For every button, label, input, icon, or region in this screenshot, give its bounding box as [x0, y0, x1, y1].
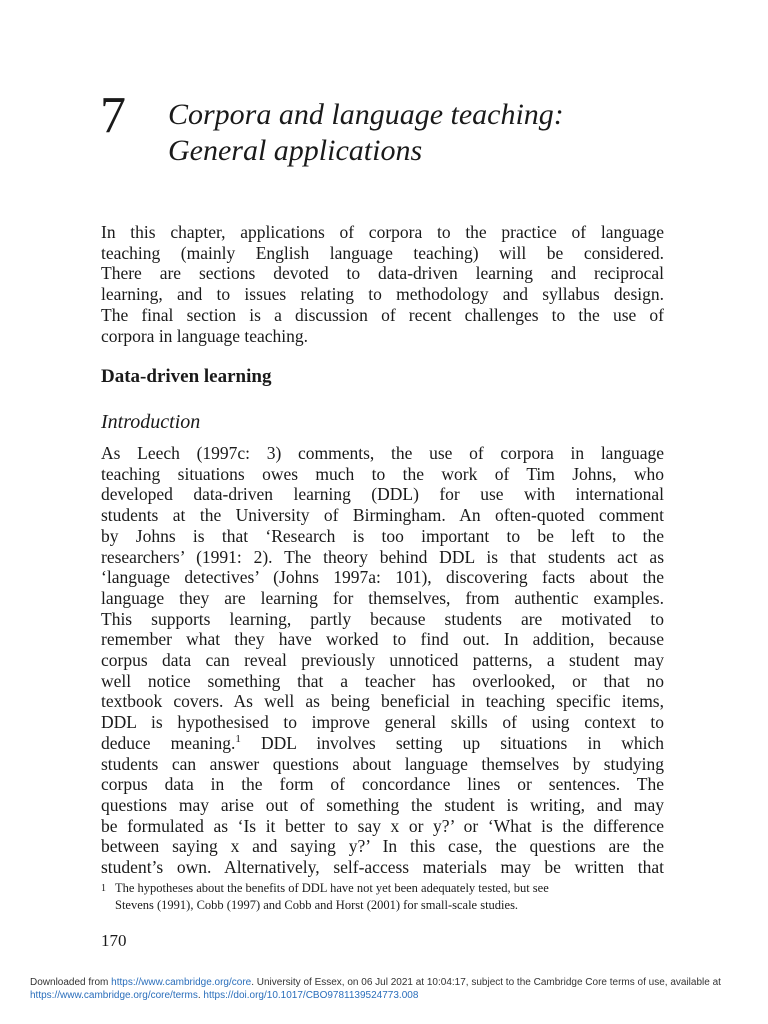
body-line-with-footnote	[101, 733, 664, 754]
intro-line: In this chapter, applications of corpora to the practice of language	[101, 222, 664, 242]
page-number: 170	[101, 931, 127, 950]
intro-line: The final section is a discussion of recent challenges to the use of	[101, 304, 664, 325]
download-middle: . University of Essex, on 06 Jul 2021 at 10:04:17, subject to the Cambridge Core terms of use, available at	[251, 977, 721, 988]
body-line: ‘language detectives’ (Johns 1997a: 101), discovering facts about the	[101, 567, 664, 588]
body-line-fn-before: deduce meaning.	[101, 732, 236, 753]
body-paragraph	[101, 443, 664, 878]
body-line: corpus data in the form of concordance lines or sentences. The	[101, 774, 664, 795]
body-line: corpus data can reveal previously unnoticed patterns, a student may	[101, 650, 664, 671]
section-heading: Data-driven learning	[101, 366, 272, 387]
body-line: This supports learning, partly because students are motivated to	[101, 608, 664, 629]
body-line: students can answer questions about language themselves by studying	[101, 753, 664, 774]
download-sep: .	[197, 990, 204, 1001]
footnote	[101, 880, 664, 914]
chapter-title	[168, 97, 564, 169]
body-line: students at the University of Birmingham. An often-quoted comment	[101, 505, 664, 526]
body-line: researchers’ (1991: 2). The theory behind DDL is that students act as	[101, 546, 664, 567]
body-line: be formulated as ‘Is it better to say x or y?’ or ‘What is the difference	[101, 815, 664, 836]
body-line: developed data-driven learning (DDL) for use with international	[101, 484, 664, 505]
doi-link[interactable]: https://doi.org/10.1017/CBO9781139524773.008	[203, 990, 419, 1001]
chapter-title-line-2: General applications	[168, 134, 423, 167]
subsection-heading: Introduction	[101, 411, 201, 433]
chapter-title-line-1: Corpora and language teaching:	[168, 98, 564, 131]
footnote-mark: 1	[101, 883, 106, 894]
intro-line: There are sections devoted to data-driven learning and reciprocal	[101, 263, 664, 284]
intro-line: learning, and to issues relating to methodology and syllabus design.	[101, 284, 664, 305]
body-line-fn-after: DDL involves setting up situations in which	[240, 732, 665, 753]
download-prefix: Downloaded from	[30, 977, 112, 988]
download-note	[30, 976, 750, 1002]
body-line: teaching situations owes much to the work of Tim Johns, who	[101, 463, 664, 484]
body-line: remember what they have worked to find out. In addition, because	[101, 629, 664, 650]
body-line: questions may arise out of something the student is writing, and may	[101, 794, 664, 815]
chapter-number: 7	[100, 87, 126, 144]
body-line: language they are learning for themselves, from authentic examples.	[101, 587, 664, 608]
intro-paragraph	[101, 222, 664, 346]
body-line: As Leech (1997c: 3) comments, the use of corpora in language	[101, 443, 664, 463]
body-line: between saying x and saying y?’ In this case, the questions are the	[101, 836, 664, 857]
intro-line: corpora in language teaching.	[101, 325, 308, 346]
intro-line: teaching (mainly English language teaching) will be considered.	[101, 242, 664, 263]
footnote-reference[interactable]: 1	[235, 733, 241, 746]
terms-link[interactable]: https://www.cambridge.org/core/terms	[30, 990, 198, 1001]
footnote-line-2: Stevens (1991), Cobb (1997) and Cobb and Horst (2001) for small-scale studies.	[115, 898, 519, 912]
body-line: by Johns is that ‘Research is too important to be left to the	[101, 525, 664, 546]
body-line: DDL is hypothesised to improve general skills of using context to	[101, 712, 664, 733]
body-line: student’s own. Alternatively, self-access materials may be written that	[101, 857, 664, 878]
footnote-line-1: The hypotheses about the benefits of DDL have not yet been adequately tested, but see	[115, 881, 549, 895]
core-link[interactable]: https://www.cambridge.org/core	[111, 977, 252, 988]
body-line: textbook covers. As well as being beneficial in teaching specific items,	[101, 691, 664, 712]
body-line: well notice something that a teacher has overlooked, or that no	[101, 670, 664, 691]
